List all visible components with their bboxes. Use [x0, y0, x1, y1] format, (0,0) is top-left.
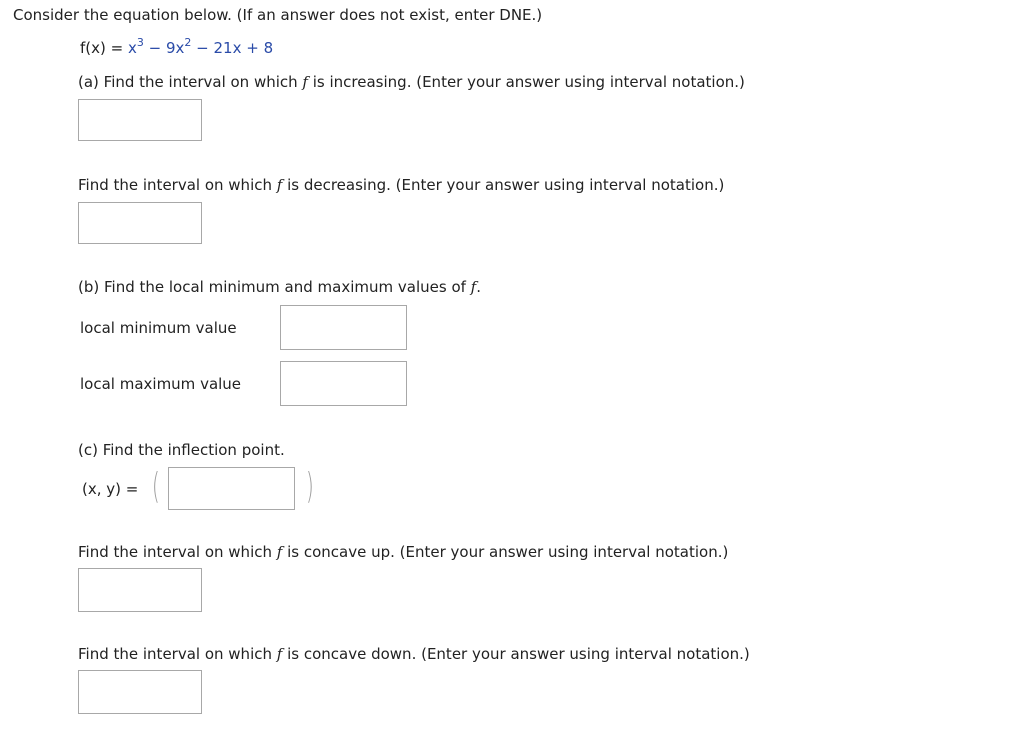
intro-instructions: Consider the equation below. (If an answer does not exist, enter DNE.): [13, 6, 543, 24]
local-maximum-label: local maximum value: [80, 375, 242, 393]
local-maximum-input[interactable]: [280, 361, 407, 406]
inflection-close-paren: ): [306, 466, 314, 507]
decreasing-prompt-text: Find the interval on which: [78, 176, 277, 194]
equation-term-9x: 9x: [165, 39, 185, 57]
concave-up-prompt-text-end: is concave up. (Enter your answer using interval notation.): [282, 543, 729, 561]
equation-exponent-3: 3: [136, 36, 144, 49]
concave-down-prompt-text-end: is concave down. (Enter your answer using interval notation.): [282, 645, 750, 663]
concave-up-prompt-text: Find the interval on which: [78, 543, 277, 561]
local-extrema-prompt-text: (b) Find the local minimum and maximum values of: [78, 278, 471, 296]
equation-minus-1: −: [143, 39, 166, 57]
inflection-prompt: (c) Find the inflection point.: [78, 441, 285, 459]
decreasing-prompt-text-end: is decreasing. (Enter your answer using interval notation.): [282, 176, 725, 194]
increasing-prompt-text-end: is increasing. (Enter your answer using interval notation.): [307, 73, 745, 91]
function-equation: [80, 38, 273, 58]
function-symbol: f: [276, 543, 283, 561]
inflection-xy-label: [82, 479, 138, 499]
equation-term-x: x: [127, 39, 137, 57]
inflection-point-input[interactable]: [168, 467, 295, 510]
equation-exponent-2: 2: [184, 36, 192, 49]
concave-down-prompt-text: Find the interval on which: [78, 645, 277, 663]
equation-minus-2: −: [191, 39, 214, 57]
inflection-xy-label-text: (x, y) =: [82, 480, 139, 498]
concave-down-interval-input[interactable]: [78, 670, 202, 714]
equation-lhs: f(x) =: [80, 39, 128, 57]
local-extrema-prompt: [78, 277, 481, 297]
concave-up-interval-input[interactable]: [78, 568, 202, 612]
increasing-interval-input[interactable]: [78, 99, 202, 141]
increasing-prompt: [78, 72, 745, 92]
concave-up-prompt: [78, 542, 728, 562]
concave-down-prompt: [78, 644, 750, 664]
function-symbol: f: [276, 645, 283, 663]
local-extrema-prompt-period: .: [476, 278, 482, 296]
function-symbol: f: [276, 176, 283, 194]
decreasing-prompt: [78, 175, 724, 195]
function-symbol: f: [470, 278, 477, 296]
equation-term-21x-plus-8: 21x + 8: [213, 39, 274, 57]
local-minimum-input[interactable]: [280, 305, 407, 350]
local-minimum-label: local minimum value: [80, 319, 237, 337]
function-symbol: f: [302, 73, 308, 91]
inflection-open-paren: (: [152, 466, 160, 507]
decreasing-interval-input[interactable]: [78, 202, 202, 244]
increasing-prompt-text: (a) Find the interval on which: [78, 73, 303, 91]
